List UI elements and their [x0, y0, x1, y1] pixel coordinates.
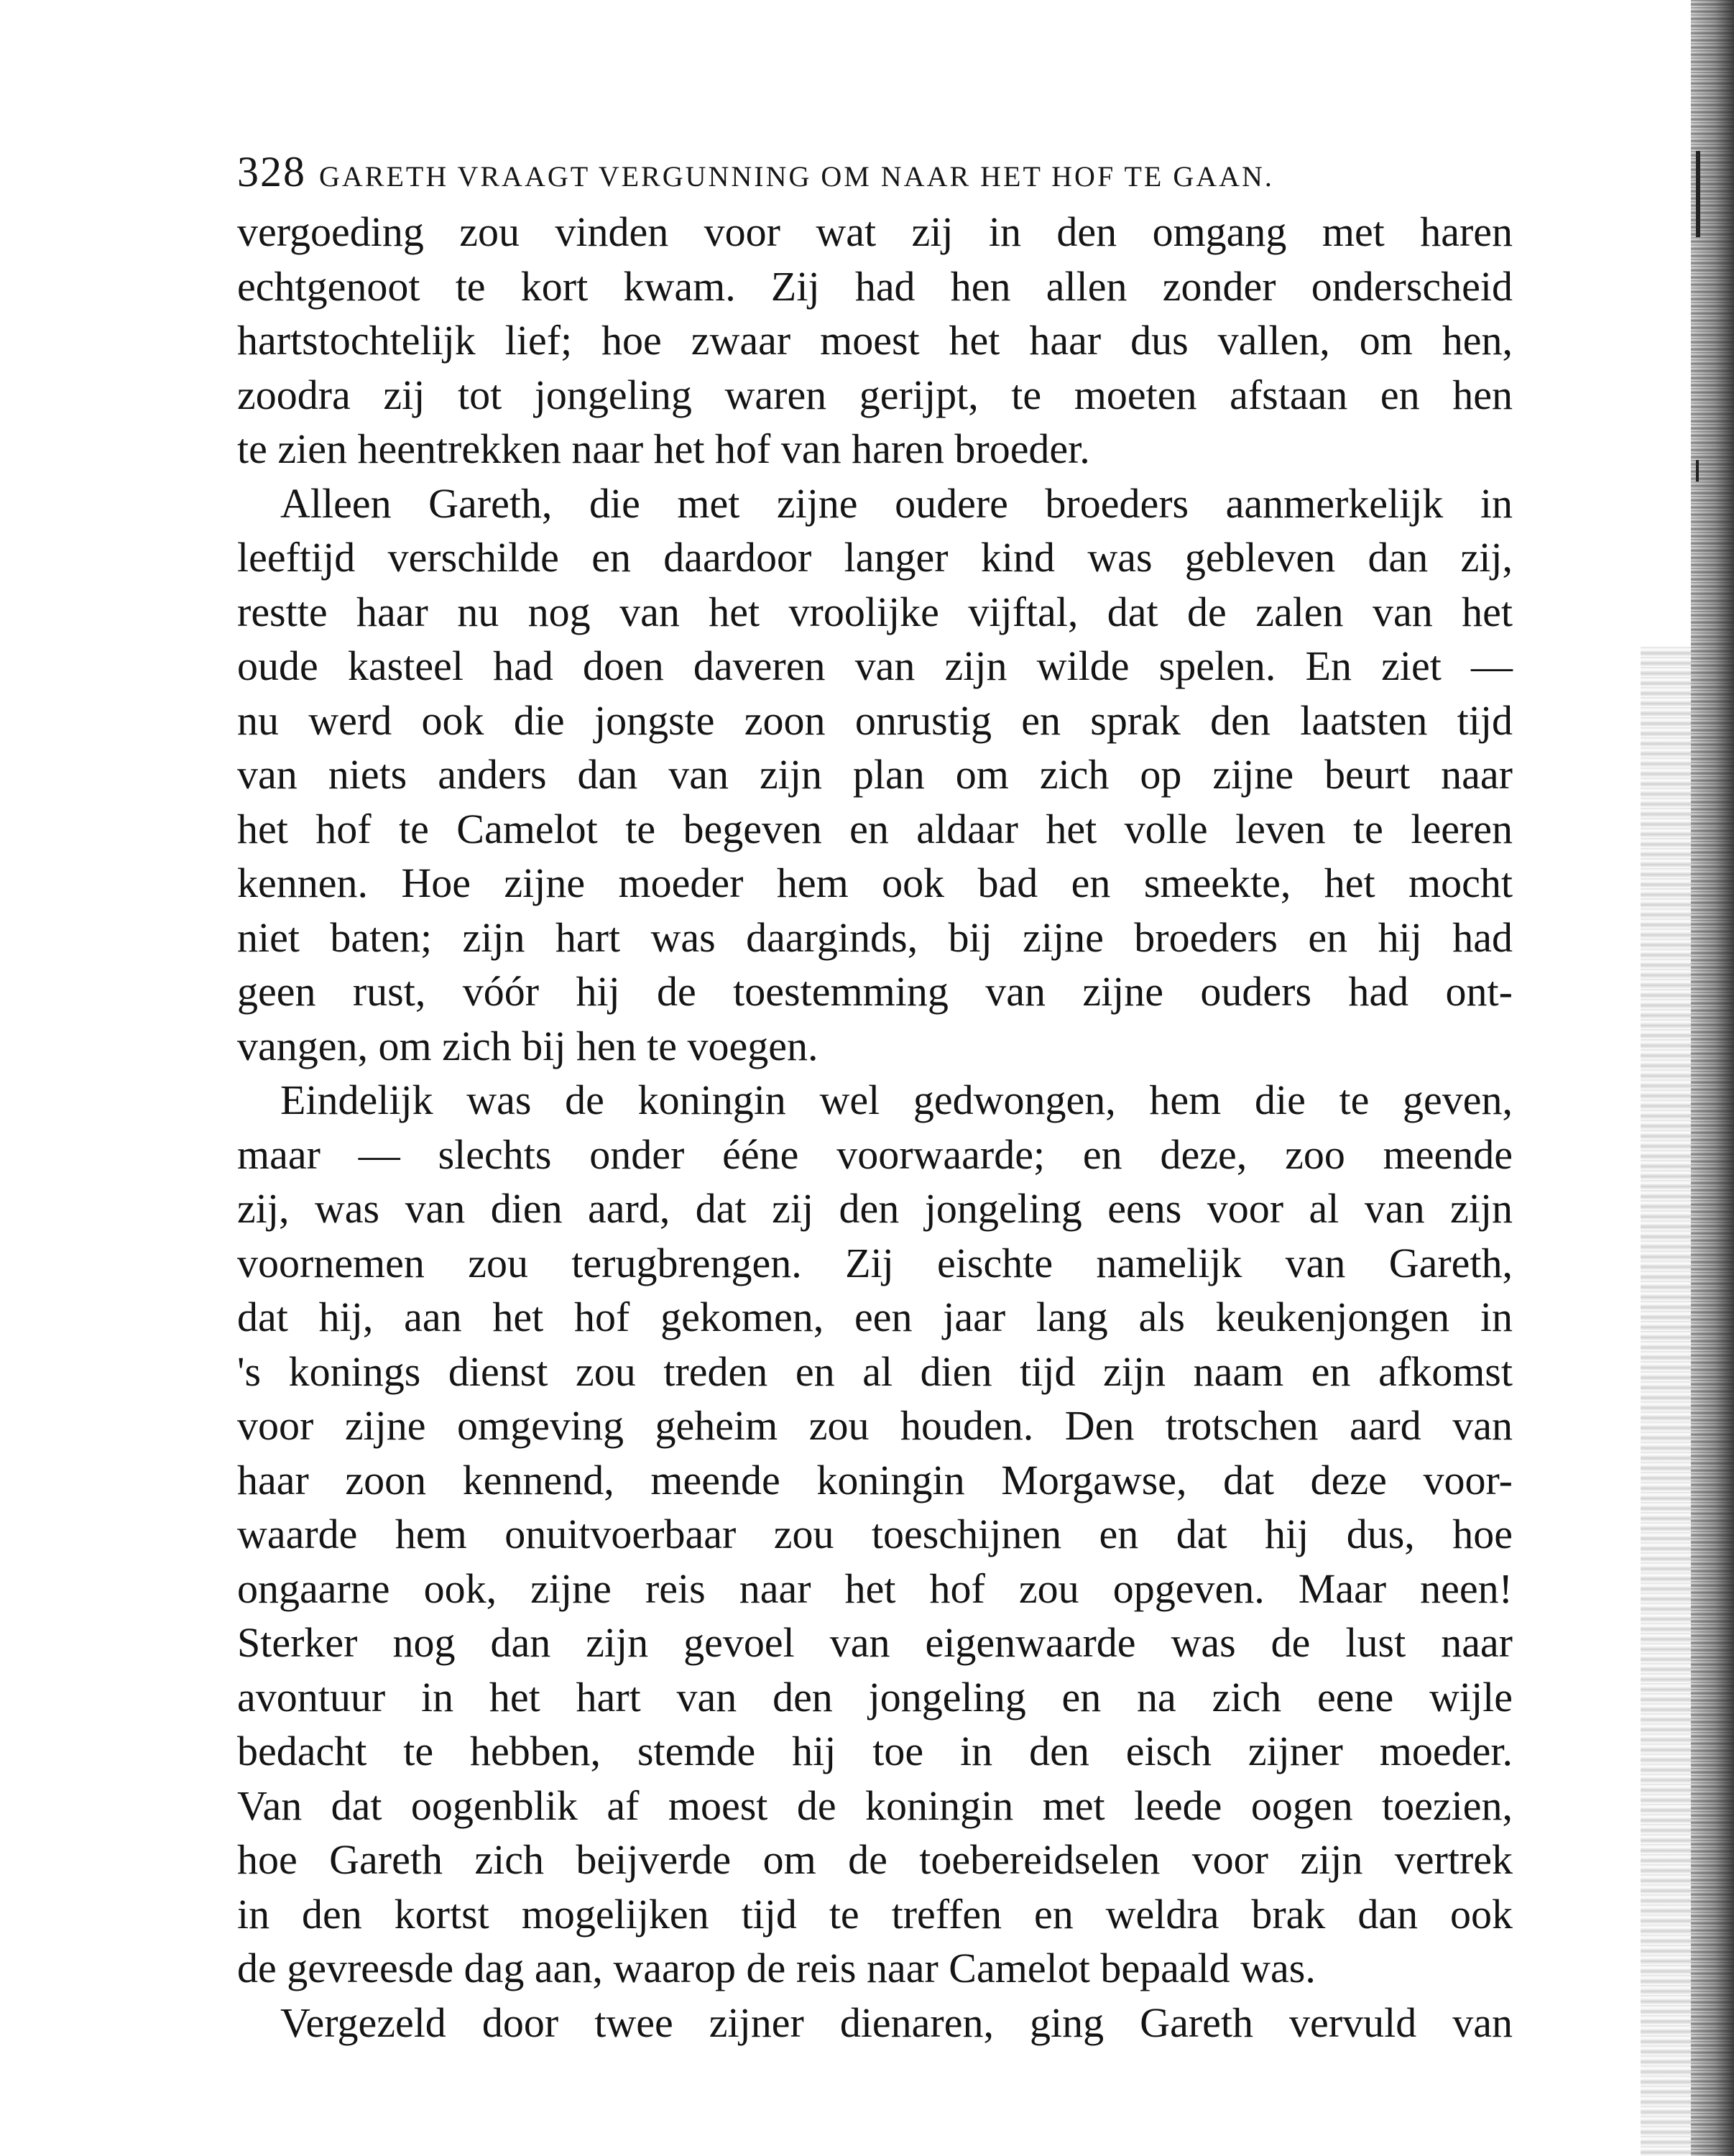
text-line: nu werd ook die jongste zoon onrustig en sprak den laatsten tijd: [237, 696, 1513, 744]
paragraph: [237, 476, 1513, 1074]
text-line: te zien heentrekken naar het hof van haren broeder.: [237, 425, 1090, 472]
text-line: echtgenoot te kort kwam. Zij had hen allen zonder onderscheid: [237, 262, 1513, 310]
text-line: van niets anders dan van zijn plan om zich op zijne beurt naar: [237, 751, 1513, 798]
text-line: haar zoon kennend, meende koningin Morgawse, dat deze voor-: [237, 1456, 1513, 1503]
text-line: oude kasteel had doen daveren van zijn wilde spelen. En ziet —: [237, 642, 1513, 689]
text-line: Van dat oogenblik af moest de koningin met leede oogen toezien,: [237, 1782, 1513, 1829]
text-line: waarde hem onuitvoerbaar zou toeschijnen en dat hij dus, hoe: [237, 1511, 1513, 1557]
text-line: Eindelijk was de koningin wel gedwongen, hem die te geven,: [280, 1077, 1513, 1123]
text-line: kennen. Hoe zijne moeder hem ook bad en smeekte, het mocht: [237, 860, 1513, 906]
text-line: zoodra zij tot jongeling waren gerijpt, te moeten afstaan en hen: [237, 371, 1513, 418]
scan-mark: [1696, 460, 1699, 482]
text-line: maar — slechts onder ééne voorwaarde; en deze, zoo meende: [237, 1130, 1513, 1178]
body-text: [237, 205, 1513, 2050]
scan-mark: [1696, 151, 1700, 237]
text-line: avontuur in het hart van den jongeling en na zich eene wijle: [237, 1673, 1513, 1720]
text-line: in den kortst mogelijken tijd te treffen en weldra brak dan ook: [237, 1890, 1513, 1938]
text-line: vergoeding zou vinden voor wat zij in den omgang met haren: [237, 208, 1513, 255]
text-line: voor zijne omgeving geheim zou houden. Den trotschen aard van: [237, 1402, 1513, 1449]
text-line: niet baten; zijn hart was daarginds, bij zijne broeders en hij had: [237, 913, 1513, 961]
text-line: dat hij, aan het hof gekomen, een jaar lang als keukenjongen in: [237, 1294, 1513, 1340]
paragraph: [237, 1996, 1513, 2050]
paragraph: [237, 205, 1513, 476]
text-line: leeftijd verschilde en daardoor langer kind was gebleven dan zij,: [237, 534, 1513, 581]
text-line: geen rust, vóór hij de toestemming van zijne ouders had ont-: [237, 968, 1513, 1015]
page-header: [237, 147, 1516, 197]
text-line: Vergezeld door twee zijner dienaren, ging Gareth vervuld van: [280, 1999, 1513, 2046]
text-line: hartstochtelijk lief; hoe zwaar moest het haar dus vallen, om hen,: [237, 317, 1513, 364]
running-title: GARETH VRAAGT VERGUNNING OM NAAR HET HOF TE GAAN.: [319, 160, 1274, 193]
text-line: restte haar nu nog van het vroolijke vijftal, dat de zalen van het: [237, 588, 1513, 635]
text-line: 's konings dienst zou treden en al dien tijd zijn naam en afkomst: [237, 1348, 1513, 1395]
text-line: bedacht te hebben, stemde hij toe in den eisch zijner moeder.: [237, 1728, 1513, 1774]
scan-shadow: [1641, 647, 1691, 2156]
text-line: zij, was van dien aard, dat zij den jongeling eens voor al van zijn: [237, 1185, 1513, 1232]
page-number: 328: [237, 148, 306, 195]
text-line: Sterker nog dan zijn gevoel van eigenwaarde was de lust naar: [237, 1619, 1513, 1666]
text-line: vangen, om zich bij hen te voegen.: [237, 1022, 818, 1069]
text-line: Alleen Gareth, die met zijne oudere broeders aanmerkelijk in: [280, 479, 1513, 527]
text-line: ongaarne ook, zijne reis naar het hof zou opgeven. Maar neen!: [237, 1565, 1513, 1612]
text-line: voornemen zou terugbrengen. Zij eischte namelijk van Gareth,: [237, 1239, 1513, 1286]
text-line: hoe Gareth zich beijverde om de toebereidselen voor zijn vertrek: [237, 1836, 1513, 1883]
text-line: het hof te Camelot te begeven en aldaar het volle leven te leeren: [237, 805, 1513, 852]
text-line: de gevreesde dag aan, waarop de reis naar Camelot bepaald was.: [237, 1945, 1316, 1991]
paragraph: [237, 1073, 1513, 1996]
page-edge-shadow: [1691, 0, 1734, 2156]
